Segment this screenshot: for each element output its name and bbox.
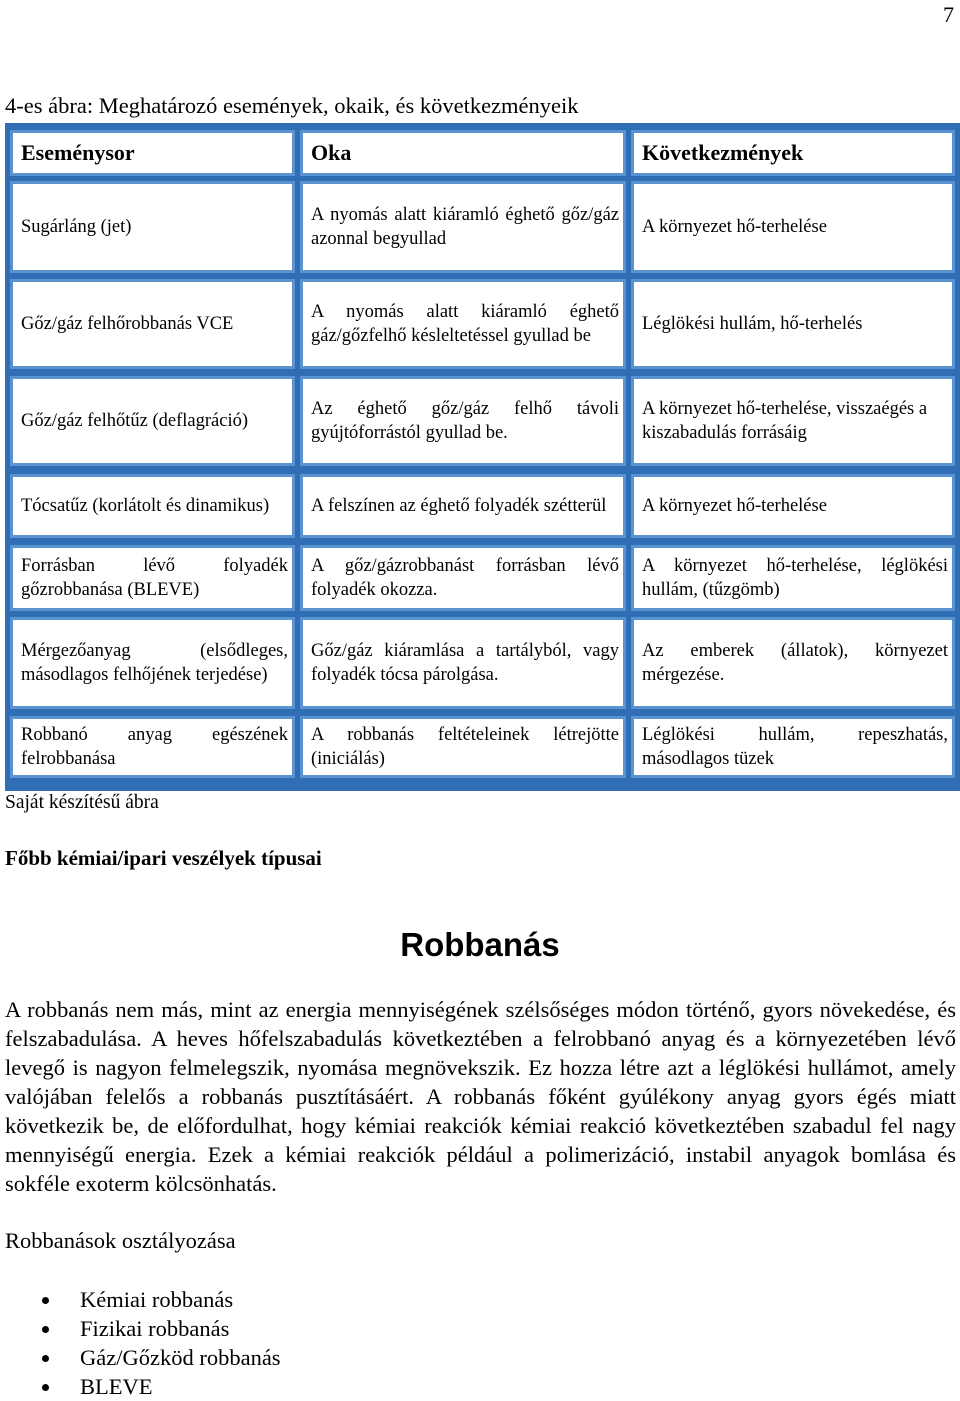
- table-cell: A gőz/gázrobbanást forrásban lévő folyadék okozza.: [300, 545, 626, 611]
- events-table: [5, 123, 960, 791]
- table-cell: A környezet hő-terhelése: [631, 181, 955, 273]
- body-paragraph: A robbanás nem más, mint az energia mennyiségének szélsőséges módon történő, gyors növekedése, és felszabadulása. A heves hőfelszabadulás következtében a felrobbanó anyag és a környezetében lévő levegő is nagyon felmelegszik, nyomása megnövekszik. Ez hozza létre azt a léglökési hullámot, amely valójában felelős a robbanás pusztításáért. A robbanás főként gyúlékony anyag gyors égés miatt következik be, de előfordulhat, hogy kémiai reakciók kémiai reakció következtében szabadul fel nagy mennyiségű energia. Ezek a kémiai reakciók például a polimerizáció, instabil anyagok bomlása és sokféle exoterm kölcsönhatás.: [5, 997, 956, 1196]
- table-cell: A felszínen az éghető folyadék szétterül: [300, 474, 626, 538]
- figure-title: 4-es ábra: Meghatározó események, okaik, és következményeik: [5, 93, 579, 118]
- section-heading: Főbb kémiai/ipari veszélyek típusai: [5, 846, 322, 870]
- table-row: [10, 279, 955, 369]
- table-cell: Az éghető gőz/gáz felhő távoli gyújtóforrástól gyullad be.: [300, 376, 626, 466]
- table-cell: Léglökési hullám, hő-terhelés: [631, 279, 955, 369]
- table-cell: A környezet hő-terhelése: [631, 474, 955, 538]
- page-number: 7: [943, 2, 954, 27]
- bullet-icon: [42, 1326, 49, 1333]
- table-cell: A robbanás feltételeinek létrejötte (iniciálás): [300, 716, 626, 778]
- table-header-row: [10, 130, 955, 176]
- table-cell: Sugárláng (jet): [10, 181, 295, 273]
- list-item: Gáz/Gőzköd robbanás: [40, 1343, 281, 1372]
- table-cell: Gőz/gáz kiáramlása a tartályból, vagy folyadék tócsa párolgása.: [300, 617, 626, 709]
- table-cell: Mérgezőanyag (elsődleges, másodlagos felhőjének terjedése): [10, 617, 295, 709]
- table-row: [10, 617, 955, 709]
- table-cell: Robbanó anyag egészének felrobbanása: [10, 716, 295, 778]
- table-row: [10, 716, 955, 778]
- table-cell: A környezet hő-terhelése, léglökési hullám, (tűzgömb): [631, 545, 955, 611]
- table-cell: Léglökési hullám, repeszhatás, másodlagos tüzek: [631, 716, 955, 778]
- table-cell: Gőz/gáz felhőtűz (deflagráció): [10, 376, 295, 466]
- table-row: [10, 545, 955, 611]
- table-cell: Forrásban lévő folyadék gőzrobbanása (BLEVE): [10, 545, 295, 611]
- header-cell-consequences: Következmények: [631, 130, 955, 176]
- subsection-title: Robbanás: [400, 926, 560, 963]
- table-row: [10, 181, 955, 273]
- bullet-icon: [42, 1384, 49, 1391]
- table-row: [10, 376, 955, 466]
- header-cell-cause: Oka: [300, 130, 626, 176]
- bullet-icon: [42, 1297, 49, 1304]
- table-cell: A nyomás alatt kiáramló éghető gőz/gáz azonnal begyullad: [300, 181, 626, 273]
- table-cell: A nyomás alatt kiáramló éghető gáz/gőzfelhő késleltetéssel gyullad be: [300, 279, 626, 369]
- list-title: Robbanások osztályozása: [5, 1228, 236, 1253]
- table-cell: Tócsatűz (korlátolt és dinamikus): [10, 474, 295, 538]
- table-row: [10, 474, 955, 538]
- header-cell-events: Eseménysor: [10, 130, 295, 176]
- figure-source-note: Saját készítésű ábra: [5, 792, 159, 813]
- table-cell: Az emberek (állatok), környezet mérgezése.: [631, 617, 955, 709]
- table-cell: A környezet hő-terhelése, visszaégés a kiszabadulás forrásáig: [631, 376, 955, 466]
- classification-list: [40, 1285, 281, 1401]
- bullet-icon: [42, 1355, 49, 1362]
- list-item: BLEVE: [40, 1372, 281, 1401]
- list-item: Fizikai robbanás: [40, 1314, 281, 1343]
- table-cell: Gőz/gáz felhőrobbanás VCE: [10, 279, 295, 369]
- list-item: Kémiai robbanás: [40, 1285, 281, 1314]
